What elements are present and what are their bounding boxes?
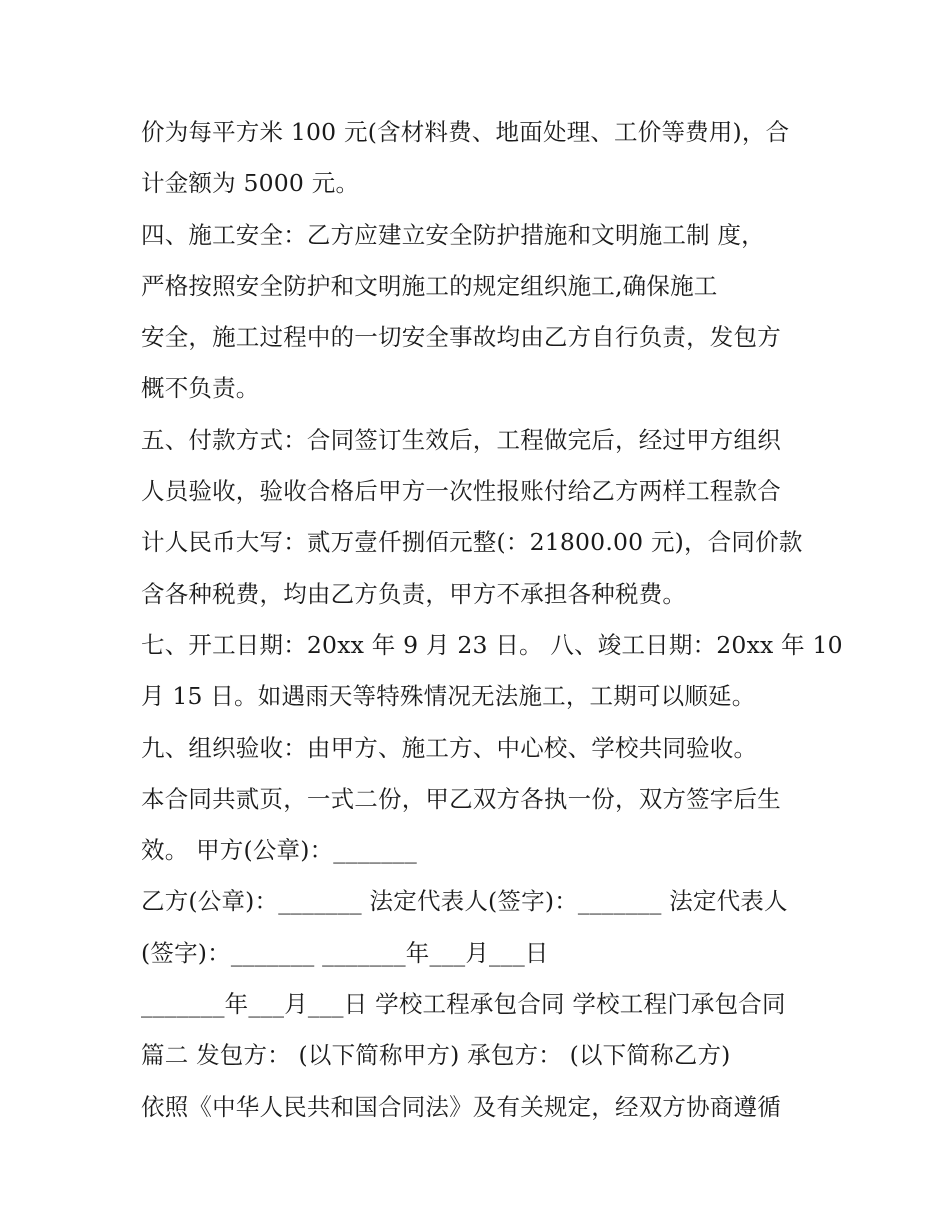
text-line: 严格按照安全防护和文明施工的规定组织施工,确保施工 (141, 271, 718, 300)
text-line: _______年___月___日 学校工程承包合同 学校工程门承包合同 (141, 990, 786, 1019)
text-line: 五、付款方式：合同签订生效后，工程做完后，经过甲方组织 (141, 425, 781, 454)
text-line: 本合同共贰页，一式二份，甲乙双方各执一份，双方签字后生 (141, 784, 781, 813)
text-line: (签字)：_______ _______年___月___日 (141, 938, 549, 967)
text-line: 依照《中华人民共和国合同法》及有关规定，经双方协商遵循 (141, 1092, 781, 1121)
text-line: 月 15 日。如遇雨天等特殊情况无法施工，工期可以顺延。 (141, 682, 756, 711)
text-line: 价为每平方米 100 元(含材料费、地面处理、工价等费用)，合 (141, 118, 790, 146)
text-line: 计金额为 5000 元。 (141, 169, 360, 198)
text-line: 乙方(公章)：_______ 法定代表人(签字)：_______ 法定代表人 (141, 887, 788, 916)
text-line: 含各种税费，均由乙方负责，甲方不承担各种税费。 (141, 579, 687, 608)
text-line: 九、组织验收：由甲方、施工方、中心校、学校共同验收。 (141, 733, 758, 762)
text-line: 篇二 发包方： (以下简称甲方) 承包方： (以下简称乙方) (141, 1041, 731, 1070)
text-line: 四、施工安全：乙方应建立安全防护措施和文明施工制 度， (141, 220, 765, 249)
text-line: 安全，施工过程中的一切安全事故均由乙方自行负责，发包方 (141, 323, 781, 352)
text-line: 概不负责。 (141, 374, 260, 403)
text-line: 人员验收，验收合格后甲方一次性报账付给乙方两样工程款合 (141, 477, 781, 506)
contract-text-body (141, 107, 841, 1133)
text-line: 效。 甲方(公章)：_______ (141, 836, 417, 865)
text-line: 七、开工日期：20xx 年 9 月 23 日。 八、竣工日期：20xx 年 10 (141, 630, 843, 659)
text-line: 计人民币大写：贰万壹仟捌佰元整(：21800.00 元)，合同价款 (141, 528, 803, 557)
